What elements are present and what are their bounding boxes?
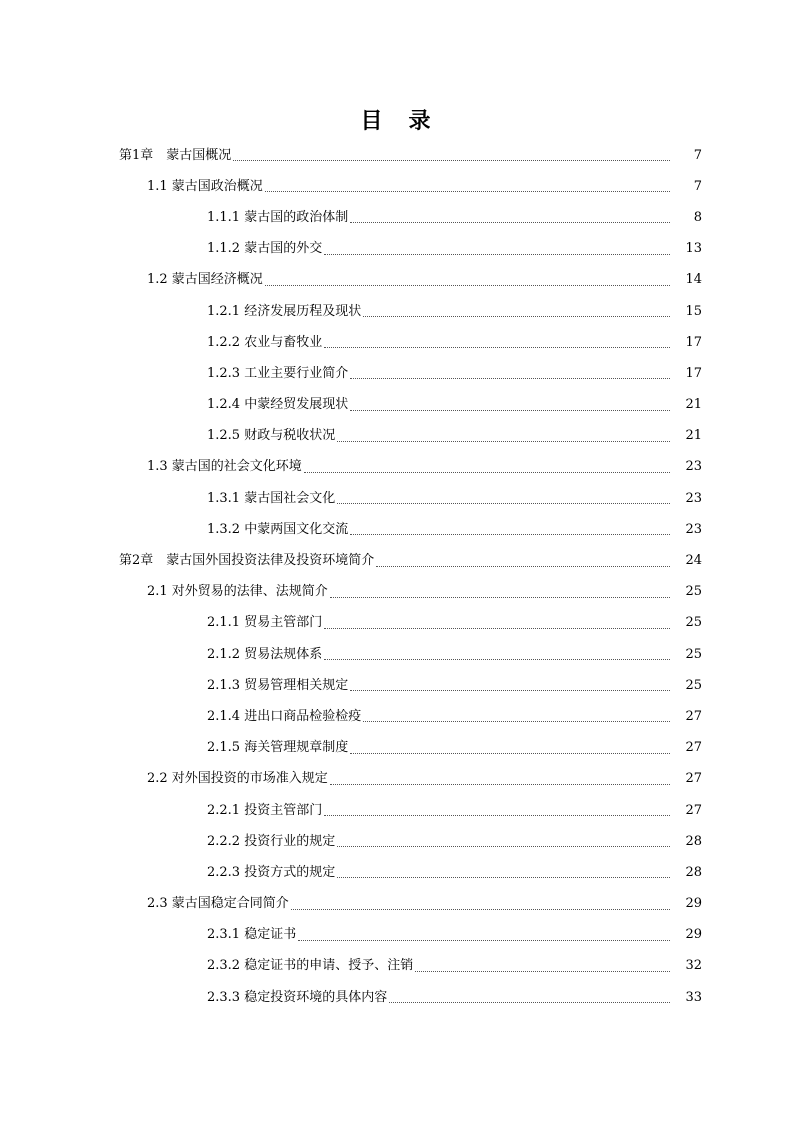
toc-entry-label: 2.3.1 稳定证书 bbox=[207, 927, 297, 943]
toc-entry-page: 14 bbox=[685, 272, 702, 288]
dot-leader bbox=[291, 908, 670, 910]
toc-entry-label: 1.1 蒙古国政治概况 bbox=[147, 178, 263, 194]
dot-leader bbox=[265, 190, 670, 192]
toc-entry-label: 2.3.3 稳定投资环境的具体内容 bbox=[207, 989, 388, 1005]
toc-entry-section-1-3-1[interactable] bbox=[0, 483, 793, 514]
dot-leader bbox=[324, 253, 670, 255]
toc-entry-chapter-1[interactable] bbox=[0, 140, 793, 171]
toc-entry-page: 25 bbox=[685, 584, 702, 600]
toc-entry-label: 1.3 蒙古国的社会文化环境 bbox=[147, 459, 302, 475]
toc-entry-section-2-2-3[interactable] bbox=[0, 857, 793, 888]
toc-entry-label: 1.2.1 经济发展历程及现状 bbox=[207, 303, 362, 319]
toc-entry-section-1-2-1[interactable] bbox=[0, 296, 793, 327]
toc-entry-chapter-2[interactable] bbox=[0, 545, 793, 576]
toc-entry-label: 第2章 蒙古国外国投资法律及投资环境简介 bbox=[119, 553, 375, 569]
toc-entry-section-2-3-3[interactable] bbox=[0, 982, 793, 1013]
toc-entry-page: 33 bbox=[685, 989, 702, 1005]
dot-leader bbox=[350, 377, 670, 379]
toc-entry-section-1-1[interactable] bbox=[0, 171, 793, 202]
toc-entry-label: 2.1.3 贸易管理相关规定 bbox=[207, 677, 349, 693]
toc-entry-label: 2.1 对外贸易的法律、法规简介 bbox=[147, 584, 328, 600]
dot-leader bbox=[350, 221, 670, 223]
toc-entry-label: 2.1.1 贸易主管部门 bbox=[207, 615, 323, 631]
toc-entry-section-2-2-2[interactable] bbox=[0, 826, 793, 857]
dot-leader bbox=[363, 315, 670, 317]
toc-entry-page: 29 bbox=[685, 927, 702, 943]
toc-entry-section-2-1-4[interactable] bbox=[0, 701, 793, 732]
toc-entry-section-2-1[interactable] bbox=[0, 577, 793, 608]
toc-entry-label: 2.1.4 进出口商品检验检疫 bbox=[207, 708, 362, 724]
dot-leader bbox=[324, 814, 670, 816]
toc-entry-label: 2.1.5 海关管理规章制度 bbox=[207, 740, 349, 756]
toc-entry-label: 1.1.2 蒙古国的外交 bbox=[207, 241, 323, 257]
toc-entry-label: 2.3 蒙古国稳定合同简介 bbox=[147, 896, 289, 912]
toc-title: 目 录 bbox=[360, 109, 433, 134]
toc-entry-section-1-3[interactable] bbox=[0, 452, 793, 483]
dot-leader bbox=[298, 939, 670, 941]
toc-entry-page: 15 bbox=[685, 303, 702, 319]
toc-entry-page: 32 bbox=[685, 958, 702, 974]
toc-entry-page: 13 bbox=[685, 241, 702, 257]
toc-entry-page: 17 bbox=[685, 365, 702, 381]
toc-entry-label: 1.2.4 中蒙经贸发展现状 bbox=[207, 397, 349, 413]
dot-leader bbox=[330, 596, 670, 598]
toc-entry-section-1-1-2[interactable] bbox=[0, 234, 793, 265]
toc-entry-label: 1.2 蒙古国经济概况 bbox=[147, 272, 263, 288]
toc-entry-section-1-2-3[interactable] bbox=[0, 358, 793, 389]
toc-entry-label: 2.3.2 稳定证书的申请、授予、注销 bbox=[207, 958, 414, 974]
toc-entry-page: 25 bbox=[685, 615, 702, 631]
toc-entry-label: 1.2.3 工业主要行业简介 bbox=[207, 365, 349, 381]
toc-entry-section-2-3-1[interactable] bbox=[0, 920, 793, 951]
toc-entry-section-1-2-4[interactable] bbox=[0, 390, 793, 421]
toc-entry-section-1-2-2[interactable] bbox=[0, 327, 793, 358]
toc-entry-page: 24 bbox=[685, 553, 702, 569]
toc-entry-page: 7 bbox=[693, 147, 702, 163]
toc-entry-page: 23 bbox=[685, 459, 702, 475]
toc-entry-page: 25 bbox=[685, 677, 702, 693]
dot-leader bbox=[324, 627, 670, 629]
toc-entry-label: 2.2.1 投资主管部门 bbox=[207, 802, 323, 818]
toc-entry-label: 2.2.3 投资方式的规定 bbox=[207, 864, 336, 880]
toc-entry-section-1-1-1[interactable] bbox=[0, 202, 793, 233]
toc-entry-label: 1.2.5 财政与税收状况 bbox=[207, 428, 336, 444]
dot-leader bbox=[350, 752, 670, 754]
toc-entry-page: 8 bbox=[693, 209, 702, 225]
toc-entry-section-2-1-3[interactable] bbox=[0, 670, 793, 701]
dot-leader bbox=[330, 783, 670, 785]
toc-entry-label: 2.2.2 投资行业的规定 bbox=[207, 833, 336, 849]
dot-leader bbox=[363, 720, 670, 722]
toc-entry-page: 27 bbox=[685, 708, 702, 724]
toc-entry-page: 21 bbox=[685, 428, 702, 444]
toc-entry-page: 27 bbox=[685, 740, 702, 756]
toc-entry-section-1-3-2[interactable] bbox=[0, 514, 793, 545]
toc-entry-section-1-2[interactable] bbox=[0, 265, 793, 296]
dot-leader bbox=[324, 658, 670, 660]
toc-entry-label: 1.3.1 蒙古国社会文化 bbox=[207, 490, 336, 506]
toc-entry-section-2-2-1[interactable] bbox=[0, 795, 793, 826]
dot-leader bbox=[324, 346, 670, 348]
toc-entry-section-1-2-5[interactable] bbox=[0, 421, 793, 452]
toc-entry-page: 7 bbox=[693, 178, 702, 194]
toc-entry-page: 27 bbox=[685, 771, 702, 787]
toc-entry-page: 21 bbox=[685, 397, 702, 413]
toc-entry-label: 1.3.2 中蒙两国文化交流 bbox=[207, 521, 349, 537]
toc-entry-page: 23 bbox=[685, 490, 702, 506]
dot-leader bbox=[415, 970, 670, 972]
toc-entry-page: 28 bbox=[685, 833, 702, 849]
toc-entry-page: 23 bbox=[685, 521, 702, 537]
toc-entry-section-2-3[interactable] bbox=[0, 889, 793, 920]
toc-entry-label: 2.2 对外国投资的市场准入规定 bbox=[147, 771, 328, 787]
toc-entry-label: 第1章 蒙古国概况 bbox=[119, 147, 232, 163]
toc-entry-page: 28 bbox=[685, 864, 702, 880]
toc-entry-page: 17 bbox=[685, 334, 702, 350]
toc-entry-label: 1.1.1 蒙古国的政治体制 bbox=[207, 209, 349, 225]
dot-leader bbox=[350, 689, 670, 691]
toc-entry-label: 2.1.2 贸易法规体系 bbox=[207, 646, 323, 662]
dot-leader bbox=[350, 533, 670, 535]
dot-leader bbox=[304, 471, 670, 473]
toc-entry-section-2-1-5[interactable] bbox=[0, 733, 793, 764]
dot-leader bbox=[337, 502, 670, 504]
toc-entry-page: 25 bbox=[685, 646, 702, 662]
toc-entry-page: 27 bbox=[685, 802, 702, 818]
dot-leader bbox=[337, 845, 670, 847]
toc-entry-section-2-1-2[interactable] bbox=[0, 639, 793, 670]
dot-leader bbox=[265, 284, 670, 286]
toc-entry-section-2-2[interactable] bbox=[0, 764, 793, 795]
dot-leader bbox=[376, 565, 670, 567]
toc-entry-page: 29 bbox=[685, 896, 702, 912]
dot-leader bbox=[350, 409, 670, 411]
toc-entry-section-2-1-1[interactable] bbox=[0, 608, 793, 639]
toc-entry-section-2-3-2[interactable] bbox=[0, 951, 793, 982]
dot-leader bbox=[233, 159, 670, 161]
dot-leader bbox=[389, 1001, 670, 1003]
toc-list bbox=[0, 140, 793, 1013]
dot-leader bbox=[337, 440, 670, 442]
dot-leader bbox=[337, 876, 670, 878]
toc-entry-label: 1.2.2 农业与畜牧业 bbox=[207, 334, 323, 350]
